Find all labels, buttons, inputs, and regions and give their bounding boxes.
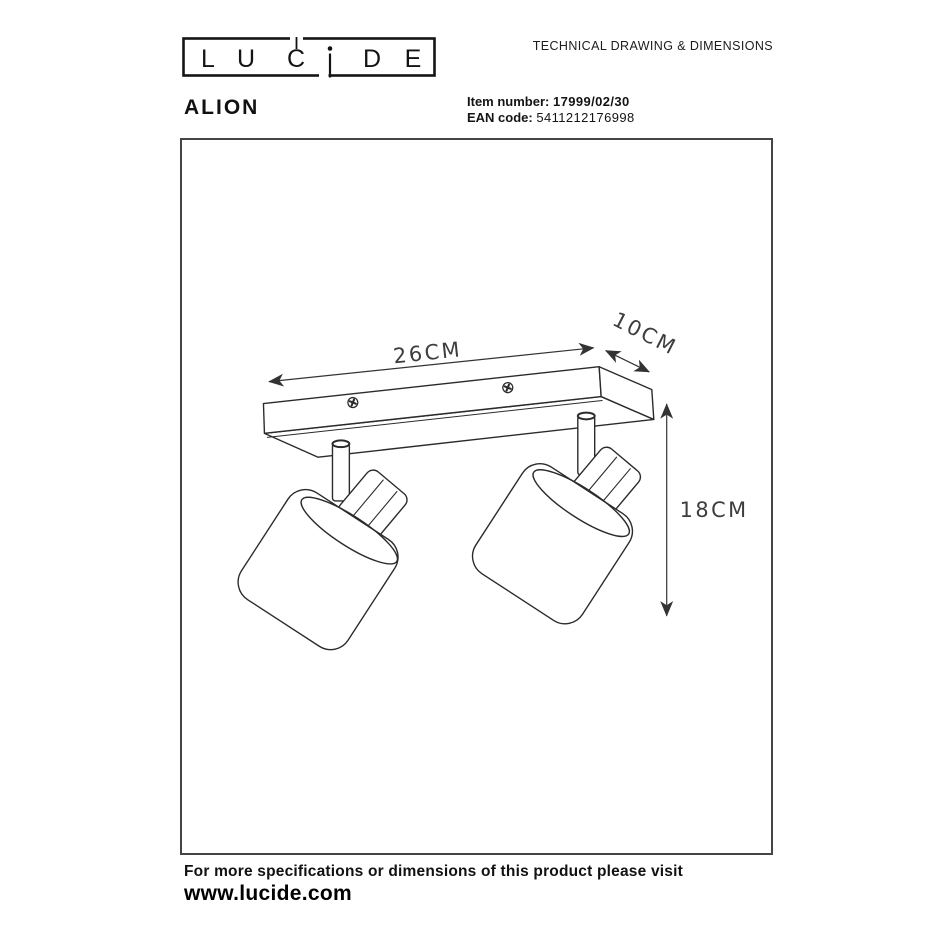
dim-line-10cm <box>606 351 649 372</box>
item-number-row <box>467 94 635 110</box>
lucide-logo <box>182 37 436 78</box>
stem-right-cap <box>578 413 595 420</box>
page-caption: TECHNICAL DRAWING & DIMENSIONS <box>532 39 773 53</box>
item-number-label: Item number: <box>467 94 550 109</box>
spot-head-right <box>465 413 644 632</box>
stem-left-body <box>332 443 349 501</box>
drawing-frame <box>180 138 773 855</box>
footer-note: For more specifications or dimensions of this product please visit <box>184 863 683 880</box>
dim-label-26cm: 26CM <box>392 337 464 369</box>
technical-drawing-svg <box>182 140 771 853</box>
footer <box>184 863 683 906</box>
logo-letter-l: L <box>201 45 215 73</box>
dim-label-18cm: 18CM <box>679 497 749 522</box>
logo-frame-notch-bottom <box>319 73 329 78</box>
logo-letter-c: C <box>286 45 306 73</box>
logo-letter-e: E <box>404 45 422 73</box>
ean-code-value: 5411212176998 <box>536 109 635 125</box>
logo-i-dot <box>328 46 333 51</box>
logo-letter-d: D <box>362 45 382 73</box>
stem-left <box>332 440 349 501</box>
ean-code-label: EAN code: <box>467 109 533 125</box>
logo-letter-u: U <box>236 45 256 73</box>
stem-left-cap <box>332 440 349 447</box>
ean-code-row <box>467 110 635 126</box>
spot-head-left <box>230 440 410 657</box>
dim-label-10cm: 10CM <box>608 307 682 361</box>
lucide-logo-svg <box>182 37 436 78</box>
product-name: ALION <box>184 96 260 119</box>
footer-site-link[interactable]: www.lucide.com <box>184 882 352 905</box>
logo-frame <box>184 39 435 76</box>
item-number-value: 17999/02/30 <box>552 94 630 109</box>
product-codes <box>467 94 635 125</box>
